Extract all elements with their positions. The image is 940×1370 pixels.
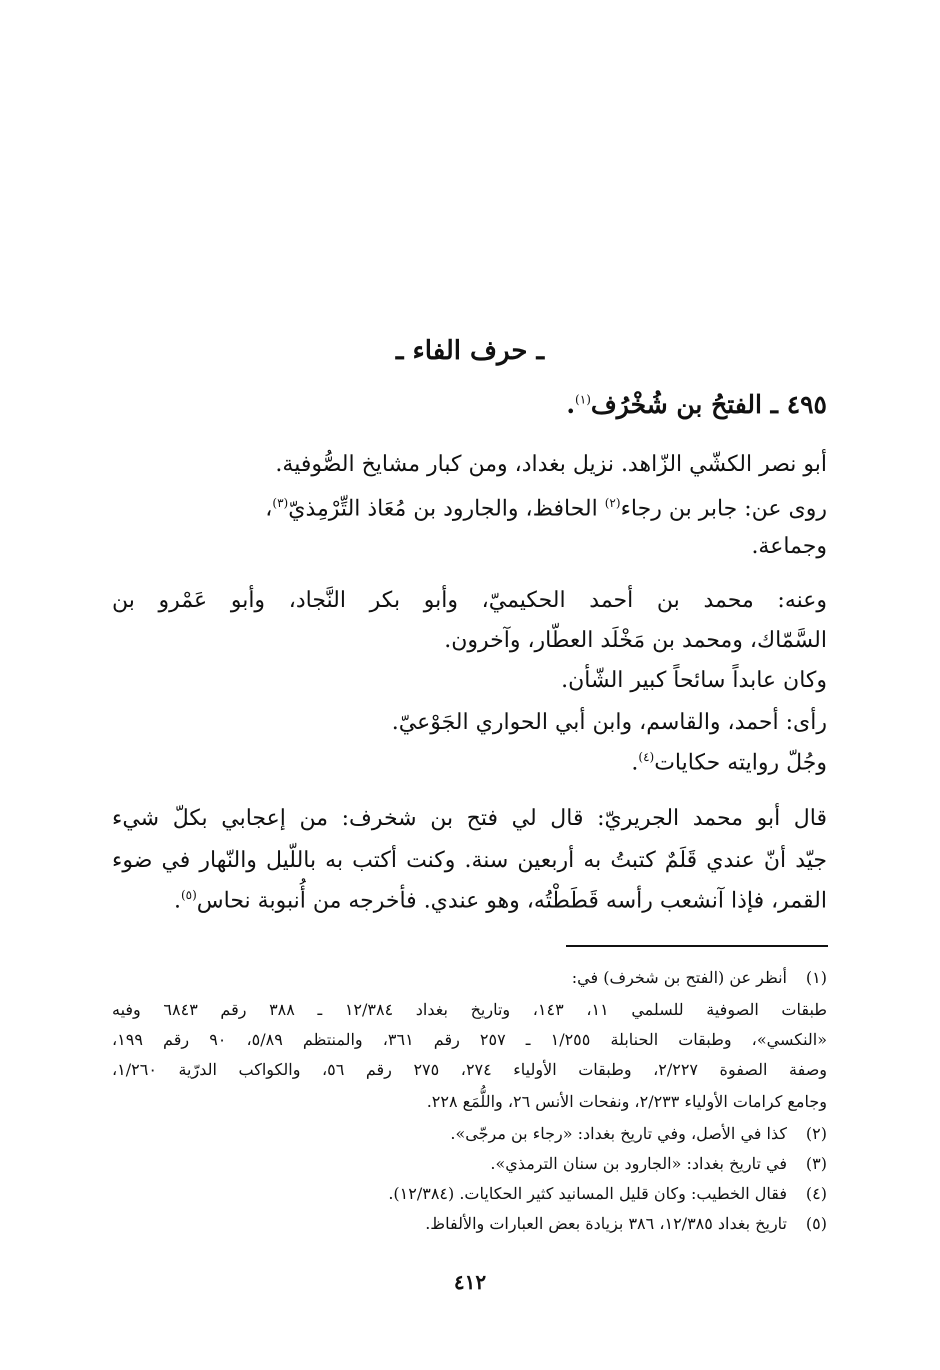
footnote-1-line-4: وصفة الصفوة ٢/٢٢٧، وطبقات الأولياء ٢٧٤، ٢٧٥ رقم ٥٦، والكواكب الدرّية ١/٢٦٠، (112, 1060, 828, 1079)
entry-title-end: . (566, 390, 576, 419)
footnote-3 (490, 1154, 827, 1173)
page-number: ٤١٢ (453, 1270, 487, 1294)
footnote-number: (٢) (805, 1124, 827, 1143)
body-line-students: وعنه: محمد بن أحمد الحكيميّ، وأبو بكر النَّجاد، وأبو عَمْرو بن (112, 588, 827, 613)
entry-title (566, 390, 827, 419)
body-text: . (631, 750, 639, 776)
footnote-ref-5: (٥) (180, 888, 197, 902)
footnote-ref-4: (٤) (638, 750, 655, 764)
body-line-narrations (631, 750, 827, 775)
footnote-number: (٤) (805, 1184, 827, 1203)
footnote-ref-2: (٢) (604, 496, 621, 510)
footnote-1-line-5: وجامع كرامات الأولياء ٢/٢٣٣، ونفحات الأنس ٢٦، واللُّمَع ٢٢٨. (426, 1092, 827, 1111)
body-text: روى عن: جابر بن رجاء (620, 496, 827, 522)
body-text: القمر، فإذا آنشعب رأسه قَطَطْتُه، وهو عندي. فأخرجه من أُنبوبة نحاس (196, 888, 827, 914)
body-line-story-1: قال أبو محمد الجريريّ: قال لي فتح بن شخرف: من إعجابي بكلّ شيء (112, 806, 827, 831)
footnote-text: فقال الخطيب: وكان قليل المسانيد كثير الحكايات. (١٢/٣٨٤). (388, 1184, 787, 1203)
body-text: . (173, 888, 181, 914)
entry-title-text: ٤٩٥ ـ الفتحُ بن شُخْرُف (590, 390, 827, 419)
footnote-5 (425, 1214, 827, 1233)
footnote-number: (٥) (805, 1214, 827, 1233)
footnote-ref-3: (٣) (272, 496, 289, 510)
body-line-description: وكان عابداً سائحاً كبير الشّأن. (561, 668, 827, 693)
footnote-2 (450, 1124, 827, 1143)
body-line-kunya: أبو نصر الكشّي الزّاهد. نزيل بغداد، ومن كبار مشايخ الصُّوفية. (275, 452, 827, 477)
body-line-saw: رأى: أحمد، والقاسم، وابن أبي الحواري الجَوْعيّ. (391, 710, 827, 735)
footnote-1-first-line (572, 968, 827, 987)
footnote-text: أنظر عن (الفتح بن شخرف) في: (571, 968, 787, 987)
footnote-ref-1: (١) (575, 392, 591, 407)
body-text: الحافظ، والجارود بن مُعَاذ التِّرْمِذيّ (288, 496, 605, 522)
footnote-1-line-2: طبقات الصوفية للسلمي ١١، ١٤٣، وتاريخ بغداد ١٢/٣٨٤ ـ ٣٨٨ رقم ٦٨٤٣ وفيه (112, 1000, 828, 1019)
body-text: وجُلّ روايته حكايات (654, 750, 827, 776)
footnote-text: في تاريخ بغداد: «الجارود بن سنان الترمذي». (490, 1154, 787, 1173)
footnote-4 (388, 1184, 827, 1203)
body-line-story-2: جيّد أنّ عندي قَلَمٌ كتبتُ به أربعين سنة. وكنت أكتب به باللّيل والنّهار في ضوء (112, 848, 827, 873)
body-text: ، (265, 496, 273, 522)
footnote-text: كذا في الأصل، وفي تاريخ بغداد: «رجاء بن مرجّى». (450, 1124, 787, 1143)
footnote-number: (٣) (805, 1154, 827, 1173)
body-line-students-cont: السَّمّاك، ومحمد بن مَخْلَد العطّار، وآخرون. (444, 628, 827, 653)
footnote-number: (١) (805, 968, 827, 987)
footnote-separator (566, 945, 828, 947)
footnote-1-line-3: «النكسي»، وطبقات الحنابلة ١/٢٥٥ ـ ٢٥٧ رقم ٣٦١، والمنتظم ٥/٨٩، ٩٠ رقم ١٩٩، (112, 1030, 827, 1049)
body-line-teachers (265, 496, 827, 521)
footnote-text: تاريخ بغداد ١٢/٣٨٥، ٣٨٦ بزيادة بعض العبارات والألفاظ. (425, 1214, 787, 1233)
body-line-and-others: وجماعة. (751, 534, 827, 559)
body-line-story-3 (174, 888, 827, 913)
chapter-title: ـ حرف الفاء ـ (395, 336, 545, 366)
